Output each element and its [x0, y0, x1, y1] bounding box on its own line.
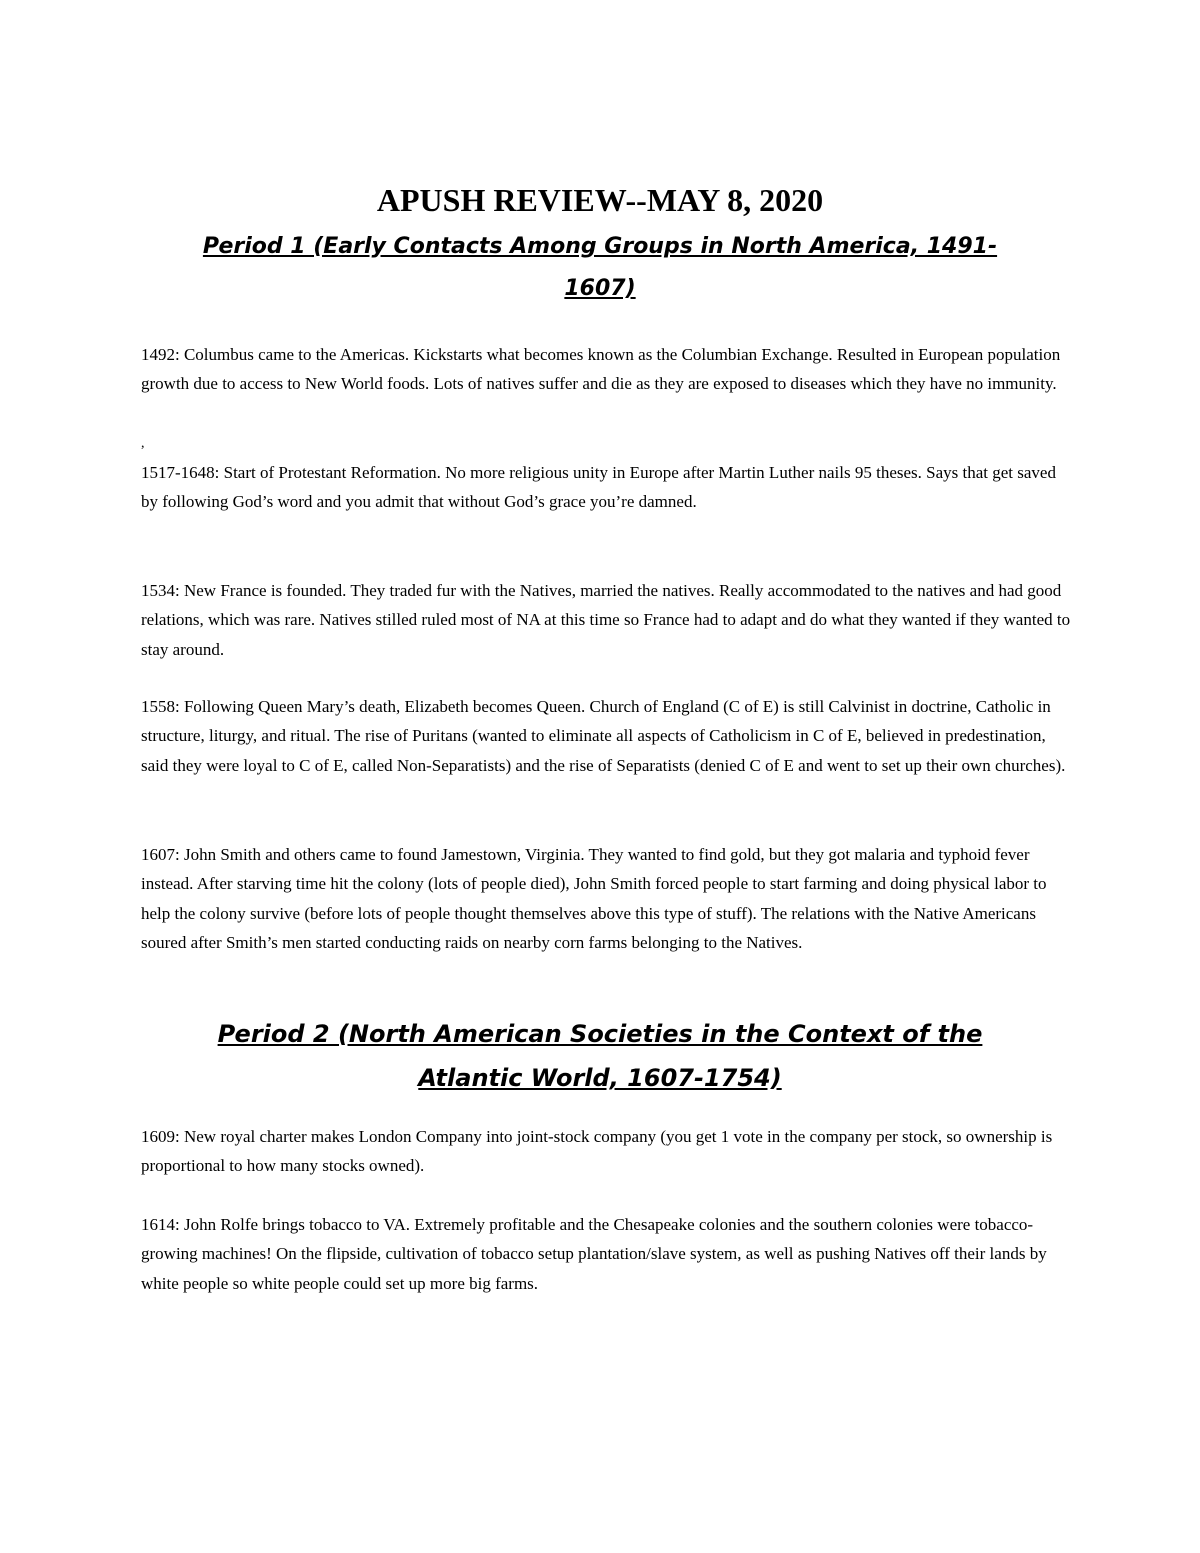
document-title: APUSH REVIEW--MAY 8, 2020	[376, 182, 824, 218]
entry-1609: 1609: New royal charter makes London Company into joint-stock company (you get 1 vote in the company per stock, so ownership is proportional to how many stocks owned).	[141, 1127, 1053, 1176]
entry-1558: 1558: Following Queen Mary’s death, Elizabeth becomes Queen. Church of England (C of E) is still Calvinist in doctrine, Catholic in structure, liturgy, and ritual. The rise of Puritans (wanted to eliminate all aspects of Catholicism in C of E, believed in predestination, said they were loyal to C of E, called Non-Separatists) and the rise of Separatists (denied C of E and went to set up their own churches).	[141, 697, 1066, 775]
entry-1534: 1534: New France is founded. They traded fur with the Natives, married the natives. Really accommodated to the natives and had good relations, which was rare. Natives stilled ruled most of NA at this time so France had to adapt and do what they wanted if they wanted to stay around.	[141, 581, 1071, 659]
section-heading-period-1: Period 1 (Early Contacts Among Groups in North America, 1491-1607)	[202, 234, 998, 301]
entry-1614: 1614: John Rolfe brings tobacco to VA. Extremely profitable and the Chesapeake colonies and the southern colonies were tobacco-growing machines! On the flipside, cultivation of tobacco setup plantation/slave system, as well as pushing Natives off their lands by white people so white people could set up more big farms.	[141, 1215, 1047, 1293]
section-heading-period-2: Period 2 (North American Societies in the Context of the Atlantic World, 1607-1754)	[217, 1020, 983, 1092]
entry-1607: 1607: John Smith and others came to found Jamestown, Virginia. They wanted to find gold, but they got malaria and typhoid fever instead. After starving time hit the colony (lots of people died), John Smith forced people to start farming and doing physical labor to help the colony survive (before lots of people thought themselves above this type of stuff). The relations with the Native Americans soured after Smith’s men started conducting raids on nearby corn farms belonging to the Natives.	[141, 845, 1047, 953]
stray-comma: ,	[141, 436, 145, 451]
entry-1492: 1492: Columbus came to the Americas. Kickstarts what becomes known as the Columbian Exchange. Resulted in European population growth due to access to New World foods. Lots of natives suffer and die as they are exposed to diseases which they have no immunity.	[141, 345, 1061, 394]
entry-1517-1648: 1517-1648: Start of Protestant Reformation. No more religious unity in Europe after Martin Luther nails 95 theses. Says that get saved by following God’s word and you admit that without God’s grace you’re damned.	[141, 463, 1056, 512]
